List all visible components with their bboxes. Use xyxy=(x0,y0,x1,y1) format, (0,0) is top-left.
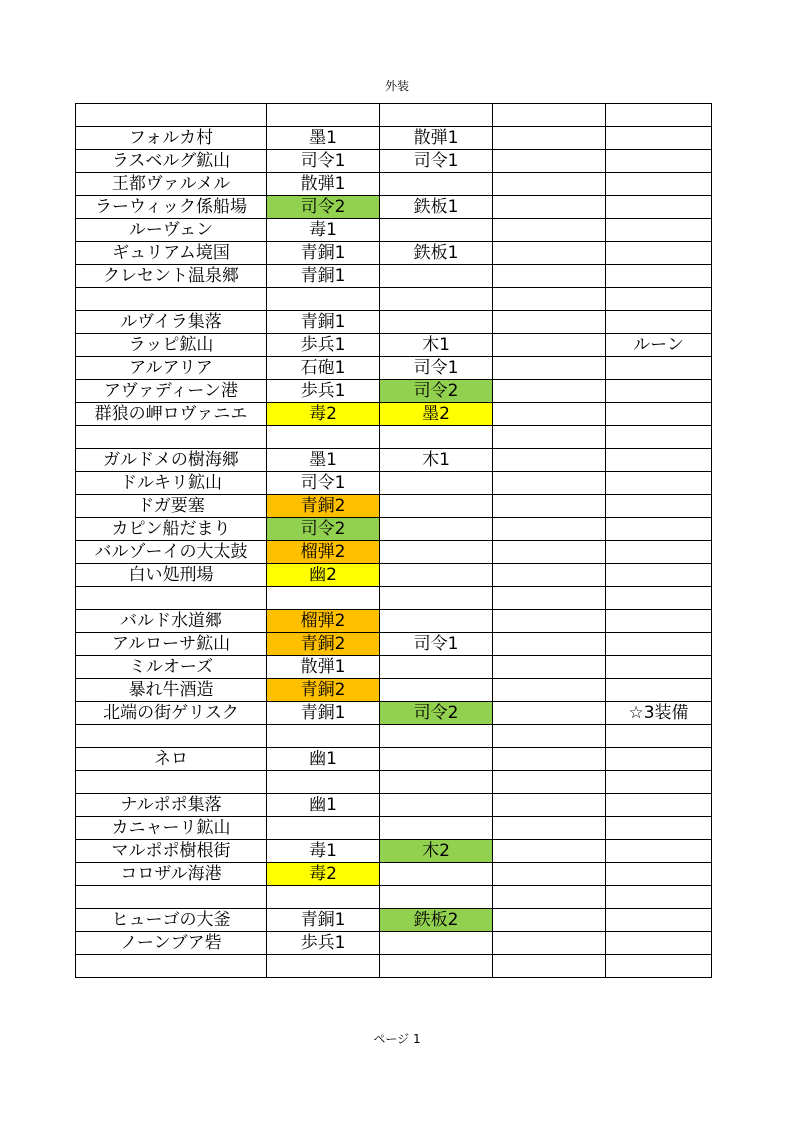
table-row xyxy=(76,840,712,863)
item-cell-1: 司令1 xyxy=(267,150,380,173)
table-row xyxy=(76,771,712,794)
location-cell: ガルドメの樹海郷 xyxy=(76,449,267,472)
item-cell-1 xyxy=(267,771,380,794)
note-cell xyxy=(606,150,712,173)
table-row xyxy=(76,909,712,932)
table-row xyxy=(76,495,712,518)
item-cell-3 xyxy=(493,173,606,196)
note-cell xyxy=(606,449,712,472)
item-cell-1: 毒1 xyxy=(267,219,380,242)
table-row xyxy=(76,380,712,403)
location-cell: クレセント温泉郷 xyxy=(76,265,267,288)
item-cell-1: 榴弾2 xyxy=(267,610,380,633)
item-cell-3 xyxy=(493,265,606,288)
location-cell: コロザル海港 xyxy=(76,863,267,886)
item-cell-3 xyxy=(493,702,606,725)
item-cell-3 xyxy=(493,817,606,840)
table-row xyxy=(76,196,712,219)
note-cell xyxy=(606,311,712,334)
location-cell: アヴァディーン港 xyxy=(76,380,267,403)
item-cell-2: 墨2 xyxy=(380,403,493,426)
table-row xyxy=(76,242,712,265)
note-cell xyxy=(606,932,712,955)
item-cell-3 xyxy=(493,863,606,886)
item-cell-1: 墨1 xyxy=(267,449,380,472)
location-cell: 王都ヴァルメル xyxy=(76,173,267,196)
table-row xyxy=(76,541,712,564)
item-cell-3 xyxy=(493,334,606,357)
item-cell-2 xyxy=(380,541,493,564)
item-cell-2 xyxy=(380,886,493,909)
item-cell-2 xyxy=(380,771,493,794)
note-cell xyxy=(606,863,712,886)
note-cell xyxy=(606,104,712,127)
item-cell-3 xyxy=(493,403,606,426)
note-cell xyxy=(606,587,712,610)
table-row xyxy=(76,656,712,679)
item-cell-3 xyxy=(493,587,606,610)
location-cell: フォルカ村 xyxy=(76,127,267,150)
item-cell-3 xyxy=(493,633,606,656)
item-cell-3 xyxy=(493,656,606,679)
item-cell-1: 青銅1 xyxy=(267,702,380,725)
location-cell: アルアリア xyxy=(76,357,267,380)
note-cell xyxy=(606,955,712,978)
item-cell-2 xyxy=(380,932,493,955)
location-cell: ギュリアム境国 xyxy=(76,242,267,265)
table-row xyxy=(76,886,712,909)
table-row xyxy=(76,702,712,725)
table-row xyxy=(76,932,712,955)
location-cell: ミルオーズ xyxy=(76,656,267,679)
location-cell xyxy=(76,955,267,978)
item-cell-2 xyxy=(380,104,493,127)
item-cell-2 xyxy=(380,610,493,633)
note-cell xyxy=(606,242,712,265)
table-row xyxy=(76,748,712,771)
item-cell-1: 幽1 xyxy=(267,748,380,771)
item-cell-3 xyxy=(493,150,606,173)
item-cell-1: 石砲1 xyxy=(267,357,380,380)
item-cell-1: 散弾1 xyxy=(267,656,380,679)
table-row xyxy=(76,127,712,150)
note-cell xyxy=(606,518,712,541)
item-cell-3 xyxy=(493,219,606,242)
item-cell-2 xyxy=(380,265,493,288)
item-cell-1: 青銅1 xyxy=(267,265,380,288)
item-cell-2 xyxy=(380,311,493,334)
item-cell-3 xyxy=(493,564,606,587)
table-row xyxy=(76,610,712,633)
item-cell-2 xyxy=(380,748,493,771)
table-row xyxy=(76,955,712,978)
note-cell xyxy=(606,794,712,817)
item-cell-1: 榴弾2 xyxy=(267,541,380,564)
item-cell-3 xyxy=(493,909,606,932)
item-cell-2: 司令2 xyxy=(380,380,493,403)
location-cell: ラーウィック係船場 xyxy=(76,196,267,219)
item-cell-2: 木1 xyxy=(380,449,493,472)
table-row xyxy=(76,334,712,357)
item-cell-3 xyxy=(493,311,606,334)
table-row xyxy=(76,311,712,334)
item-cell-1: 毒2 xyxy=(267,403,380,426)
item-cell-1: 毒1 xyxy=(267,840,380,863)
table-row xyxy=(76,449,712,472)
location-cell: ドルキリ鉱山 xyxy=(76,472,267,495)
note-cell xyxy=(606,817,712,840)
item-cell-3 xyxy=(493,610,606,633)
table-row xyxy=(76,219,712,242)
location-cell: カニャーリ鉱山 xyxy=(76,817,267,840)
item-cell-2: 鉄板2 xyxy=(380,909,493,932)
item-cell-3 xyxy=(493,725,606,748)
item-cell-2: 散弾1 xyxy=(380,127,493,150)
page-title: 外装 xyxy=(384,79,409,93)
table-row xyxy=(76,679,712,702)
item-cell-2: 司令1 xyxy=(380,633,493,656)
note-cell xyxy=(606,725,712,748)
note-cell xyxy=(606,495,712,518)
item-cell-1: 歩兵1 xyxy=(267,380,380,403)
location-cell: 北端の街ゲリスク xyxy=(76,702,267,725)
item-cell-2: 司令2 xyxy=(380,702,493,725)
location-cell: ドガ要塞 xyxy=(76,495,267,518)
item-cell-3 xyxy=(493,495,606,518)
item-cell-2 xyxy=(380,173,493,196)
note-cell xyxy=(606,196,712,219)
item-cell-2 xyxy=(380,472,493,495)
item-cell-1 xyxy=(267,426,380,449)
location-cell: カピン船だまり xyxy=(76,518,267,541)
location-cell xyxy=(76,104,267,127)
location-cell xyxy=(76,771,267,794)
item-cell-1 xyxy=(267,725,380,748)
item-cell-3 xyxy=(493,242,606,265)
item-cell-2: 司令1 xyxy=(380,150,493,173)
note-cell xyxy=(606,426,712,449)
item-cell-3 xyxy=(493,518,606,541)
item-cell-1: 青銅1 xyxy=(267,242,380,265)
table-row xyxy=(76,150,712,173)
item-cell-1 xyxy=(267,955,380,978)
location-cell: 暴れ牛酒造 xyxy=(76,679,267,702)
item-cell-2: 木1 xyxy=(380,334,493,357)
note-cell xyxy=(606,564,712,587)
table-row xyxy=(76,472,712,495)
table-row xyxy=(76,564,712,587)
item-cell-2 xyxy=(380,656,493,679)
item-cell-1: 青銅1 xyxy=(267,311,380,334)
item-cell-1 xyxy=(267,817,380,840)
note-cell xyxy=(606,357,712,380)
table-row xyxy=(76,403,712,426)
item-cell-1: 青銅2 xyxy=(267,679,380,702)
item-cell-3 xyxy=(493,679,606,702)
data-table xyxy=(75,103,712,978)
location-cell xyxy=(76,587,267,610)
note-cell xyxy=(606,909,712,932)
item-cell-3 xyxy=(493,794,606,817)
item-cell-2: 司令1 xyxy=(380,357,493,380)
item-cell-1: 歩兵1 xyxy=(267,932,380,955)
location-cell xyxy=(76,426,267,449)
table-row xyxy=(76,265,712,288)
location-cell: ルーヴェン xyxy=(76,219,267,242)
item-cell-2 xyxy=(380,817,493,840)
item-cell-3 xyxy=(493,196,606,219)
item-cell-2 xyxy=(380,725,493,748)
table-row xyxy=(76,426,712,449)
table-row xyxy=(76,288,712,311)
item-cell-2 xyxy=(380,955,493,978)
note-cell: ルーン xyxy=(606,334,712,357)
item-cell-3 xyxy=(493,541,606,564)
note-cell xyxy=(606,288,712,311)
note-cell xyxy=(606,633,712,656)
table-row xyxy=(76,633,712,656)
item-cell-3 xyxy=(493,426,606,449)
item-cell-3 xyxy=(493,288,606,311)
location-cell: アルローサ鉱山 xyxy=(76,633,267,656)
location-cell: ラッピ鉱山 xyxy=(76,334,267,357)
item-cell-3 xyxy=(493,104,606,127)
item-cell-2 xyxy=(380,794,493,817)
item-cell-1: 司令1 xyxy=(267,472,380,495)
item-cell-3 xyxy=(493,840,606,863)
note-cell xyxy=(606,656,712,679)
note-cell xyxy=(606,610,712,633)
item-cell-2: 木2 xyxy=(380,840,493,863)
item-cell-1 xyxy=(267,104,380,127)
note-cell xyxy=(606,840,712,863)
location-cell: バルド水道郷 xyxy=(76,610,267,633)
item-cell-2 xyxy=(380,219,493,242)
note-cell xyxy=(606,265,712,288)
table-row xyxy=(76,863,712,886)
note-cell xyxy=(606,219,712,242)
item-cell-2 xyxy=(380,679,493,702)
page-number: ページ 1 xyxy=(373,1032,421,1046)
item-cell-3 xyxy=(493,380,606,403)
location-cell: ラスベルグ鉱山 xyxy=(76,150,267,173)
table-row xyxy=(76,357,712,380)
item-cell-2: 鉄板1 xyxy=(380,242,493,265)
table-row xyxy=(76,173,712,196)
item-cell-3 xyxy=(493,472,606,495)
location-cell: バルゾーイの大太鼓 xyxy=(76,541,267,564)
item-cell-1: 歩兵1 xyxy=(267,334,380,357)
item-cell-2: 鉄板1 xyxy=(380,196,493,219)
item-cell-1: 司令2 xyxy=(267,196,380,219)
item-cell-1: 青銅2 xyxy=(267,633,380,656)
item-cell-3 xyxy=(493,748,606,771)
table-row xyxy=(76,794,712,817)
table-row xyxy=(76,725,712,748)
item-cell-1: 墨1 xyxy=(267,127,380,150)
note-cell xyxy=(606,679,712,702)
item-cell-2 xyxy=(380,587,493,610)
item-cell-1 xyxy=(267,587,380,610)
note-cell: ☆3装備 xyxy=(606,702,712,725)
item-cell-3 xyxy=(493,449,606,472)
item-cell-1: 司令2 xyxy=(267,518,380,541)
item-cell-3 xyxy=(493,771,606,794)
item-cell-1: 青銅1 xyxy=(267,909,380,932)
item-cell-2 xyxy=(380,564,493,587)
location-cell: ルヴイラ集落 xyxy=(76,311,267,334)
location-cell: 白い処刑場 xyxy=(76,564,267,587)
note-cell xyxy=(606,173,712,196)
note-cell xyxy=(606,886,712,909)
item-cell-3 xyxy=(493,127,606,150)
note-cell xyxy=(606,403,712,426)
location-cell: ヒューゴの大釜 xyxy=(76,909,267,932)
item-cell-1 xyxy=(267,288,380,311)
table-row xyxy=(76,104,712,127)
location-cell: ノーンブア砦 xyxy=(76,932,267,955)
item-cell-2 xyxy=(380,426,493,449)
item-cell-2 xyxy=(380,518,493,541)
item-cell-3 xyxy=(493,932,606,955)
item-cell-1: 青銅2 xyxy=(267,495,380,518)
note-cell xyxy=(606,127,712,150)
item-cell-1: 毒2 xyxy=(267,863,380,886)
item-cell-3 xyxy=(493,357,606,380)
item-cell-1 xyxy=(267,886,380,909)
item-cell-2 xyxy=(380,495,493,518)
note-cell xyxy=(606,541,712,564)
item-cell-1: 幽2 xyxy=(267,564,380,587)
note-cell xyxy=(606,771,712,794)
location-cell: 群狼の岬ロヴァニエ xyxy=(76,403,267,426)
table-row xyxy=(76,518,712,541)
item-cell-3 xyxy=(493,886,606,909)
item-cell-2 xyxy=(380,863,493,886)
location-cell: マルポポ樹根街 xyxy=(76,840,267,863)
location-cell: ナルポポ集落 xyxy=(76,794,267,817)
table-row xyxy=(76,817,712,840)
location-cell xyxy=(76,288,267,311)
note-cell xyxy=(606,472,712,495)
location-cell xyxy=(76,886,267,909)
item-cell-1: 幽1 xyxy=(267,794,380,817)
location-cell: ネロ xyxy=(76,748,267,771)
item-cell-3 xyxy=(493,955,606,978)
note-cell xyxy=(606,380,712,403)
note-cell xyxy=(606,748,712,771)
table-row xyxy=(76,587,712,610)
item-cell-2 xyxy=(380,288,493,311)
item-cell-1: 散弾1 xyxy=(267,173,380,196)
location-cell xyxy=(76,725,267,748)
